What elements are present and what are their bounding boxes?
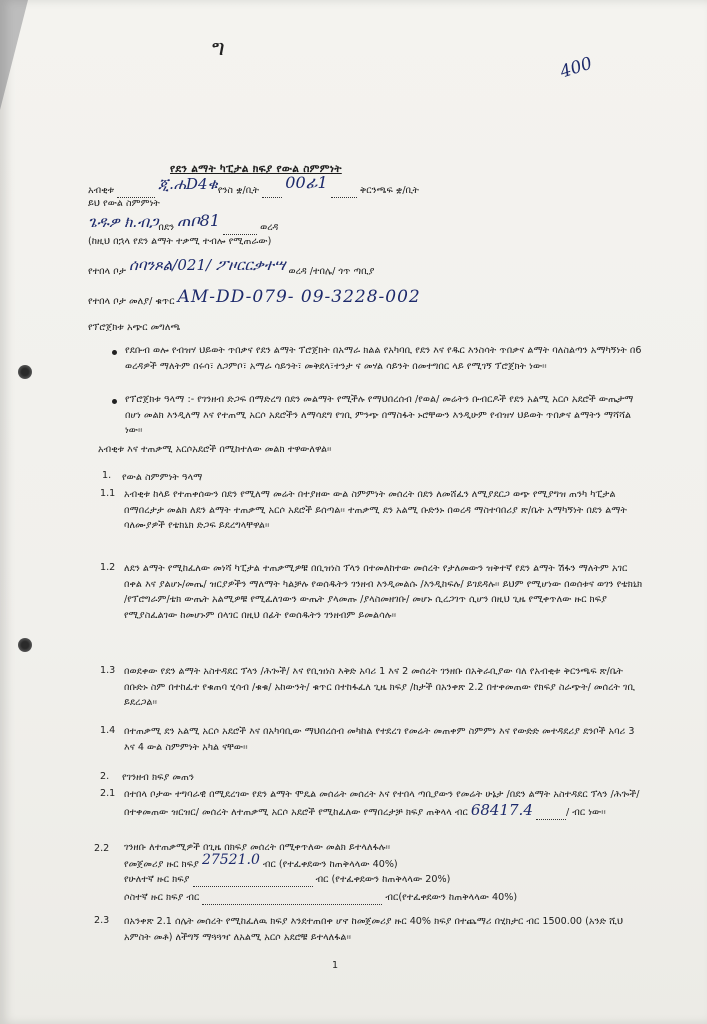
bullet-item: የፕሮጀክቱ ዓላማ :- የገንዘብ ድጋፍ በማድረግ በደን መልማት የሚችሉ የማህበረሰብ /የወል/ መሬትን ቡብርዶች የደን አልሚ አርሶ አደሮች ውጤታማ በሆነ መልክ እንዲለማ እና የተጠሚ አርሶ አደሮችን ለማሳደግ የገቢ ምንጭ በማስፋት ኑሮቸውን እንዲሁም የብዝሃ ህይወት ጥበቃና ልማትን ማሻሻል ነው፡፡ [125, 394, 634, 436]
clause-text: ለደን ልማት የሚከፈለው መነሻ ካፒታል ተጠቃሚዎቹ በቢዝነስ ፕላን በተመለከተው መሰረት የታለመውን ዝቅተኛ የደን ልማት ሽፋን ማለትም አገር በቀል እና ያልሆኑ/መጤ/ ዝርያዎችን ማለማት ካልቻሉ የወሰዱትን ገንዘብ እንዲመልሱ /እንዲከፍሉ/ ይገደዳሉ፡፡ ይህም የሚሆነው በወሰቱና ወገን የቴክኒክ /የፕሮግራም/ቴክ ውጤት አልሚዎቹ የሚፈለገውን ውጤት ያላመጡ /ያላስመዘገቡ/ መሆኑ ሲረጋገጥ ሲሆን በዚህ ጊዜ የሚቀጥለው ዙር ክፍያ የሚያስፈልገው ከመሆኑም በላገር በዚህ በፊት የወሰዱትን ገንዘብም ይመልሳሉ፡፡ [124, 563, 643, 621]
clause-text: ገንዘቡ ለተጠቃሚዎች በጊዜ በክፍያ መሰረት በሚቀጥለው መልክ ይተላለፋሉ፡፡ [124, 842, 391, 853]
punch-hole [18, 638, 32, 652]
payment-tail: ብር(የተፈቀደውን ከጠቅላላው 40%) [385, 892, 518, 903]
payment-row [124, 890, 517, 905]
agreement-statement: አብቂቱ እና ተጠቃሚ አርሶአደሮች በሚከተለው መልክ ተዋውለዋል፡፡ [98, 444, 332, 455]
handwritten-entry: AM-DD-079- 09-3228-002 [177, 287, 421, 307]
field-label: የንስ ቋ/ቢት [217, 185, 260, 196]
clause-text-part: በተበላ ቦታው ተግባራዊ በሚደረገው የደን ልማት ሞዴል መሰሬት መሰረት እና የተበላ ጣቢያውን የመሬት ሁኔታ /በደን ልማት አስተዳደር ፕላን /ሕጐች/ በተቀመጠው ዝርዝር/ መሰረት ለተጠቃሚ አርሶ አደሮች የሚከፈለው የማበረታቻ ክፍያ ጠቅላላ ብር [124, 789, 640, 818]
clause-text [124, 787, 644, 820]
payment-row [124, 852, 398, 872]
field-label: ወረዳ /ተበሌ/ ጎጥ ጣቢያ [288, 266, 375, 277]
clause-number: 1.2 [100, 562, 116, 573]
clause-number: 2.3 [94, 915, 110, 926]
section-title: የገንዘብ ክፍያ መጠን [122, 772, 195, 783]
clause-number: 2.1 [100, 788, 116, 799]
page-reference: 400 [557, 53, 595, 83]
payment-row [124, 872, 450, 887]
clause-text: በአንቀጽ 2.1 ሰሌት መሰረት የሚከፈለዉ ክፍያ እንደተጠበቀ ሆኖ ከመጀመሪያ ዙር 40% ክፍያ በተጨማሪ በሂክታር ብር 1500.00 (አንድ ሺህ አምስት መቶ) ለችግኝ ማጓጓዣ ለአልሚ አርሶ አደሮቹ ይተላለፋል፡፡ [124, 916, 624, 943]
handwritten-entry: ጂ.ሐD4ቁ [158, 175, 218, 193]
bullet-icon [112, 350, 117, 355]
field-label: በደን [158, 222, 175, 233]
field-line-5 [88, 256, 375, 279]
field-line-2: ይህ የውል ስምምነት [88, 198, 160, 209]
bullet-icon [112, 399, 117, 404]
header-mark: ግ [212, 36, 225, 61]
field-label: የተበላ ቦታ [88, 266, 126, 277]
page-fold [0, 0, 28, 110]
clause-text: በወደቀው የደን ልማት አስተዳደር ፕላን /ሕጐች/ እና የቢዝነስ እቅድ አባሪ 1 እና 2 መሰረት ገንዘቡ በአቅራቢያው ባለ የአብቂቱ ቅርንጫፍ ጽ/ቤት በቡድኑ ስም በተከፈተ የቁጠባ ሂሳብ /ቁቁ/ አከውንት/ ቁጥር በተከፋፈለ ጊዜ ክፍያ /ከታች በአንቀጽ 2.2 በተቀመጠው የክፍያ ስራጭት/ መሰረት ገቢ ይደረጋል፡፡ [124, 666, 635, 708]
section-title: የውል ስምምነት ዓላማ [122, 472, 203, 483]
handwritten-entry: 00ፊ1 [285, 173, 328, 192]
payment-tail: ብር (የተፈቀደውን ከጠቅላላው 40%) [262, 859, 398, 870]
section-number: 2. [100, 771, 110, 782]
clause-number: 1.4 [100, 725, 116, 736]
clause-number: 1.3 [100, 665, 116, 676]
field-line-4: (ከዚህ በኋላ የደን ልማት ተቃሚ ተብሎ የሚጠራው) [88, 236, 272, 247]
field-label: የተበላ ቦታ መለያ/ ቁጥር [88, 296, 175, 307]
field-label: ወረዳ [260, 222, 279, 233]
field-label: ቅርንጫፍ ቋ/ቢት [359, 185, 419, 196]
bullet-item: የደቡብ ወሎ የብዝሃ ህይወት ጥበቃና የደን ልማት ፕሮጀክት በአማራ ክልል የአካባቢ የደን እና የዱር እንስሳት ጥበቃና ልማት ባለስልጣን አማካኝነት በ6 ወረዳዎች ማለትም በሩሳ፣ ለጋምቦ፣ አማራ ሳይንት፣ መቅደላ፣ተንታ ና መሃል ሳይንት በመተግበር ላይ የሚገኝ ፕሮጀክት ነው፡፡ [125, 345, 642, 372]
clause-text-part: / ብር ነው፡፡ [565, 806, 606, 818]
handwritten-entry: ሰባንጾል/021/ ፖዞርርቃተሣ [129, 256, 286, 274]
clause-number: 1.1 [100, 488, 116, 499]
handwritten-entry: ጌዱዎ ክ.ብጋ [88, 213, 159, 231]
field-line-6 [88, 287, 421, 309]
payment-label: የሁለተኛ ዙር ክፍያ [124, 874, 190, 885]
handwritten-amount: 27521.0 [201, 852, 260, 868]
field-line-3 [88, 211, 279, 235]
payment-label: ሶስተኛ ዙር ክፍያ ብር [124, 892, 200, 903]
punch-hole [18, 365, 32, 379]
field-label: አብቂቱ [88, 185, 115, 196]
clause-number: 2.2 [94, 843, 110, 854]
clause-text: አብቂቱ ከላይ የተጠቀሰውን በደን የሚለማ መሬት በተያዘው ውል ስምምነት መሰረት በደን ለመሸፈን ለሚያደርጋ ወጭ የሚያግዝ ጠንካ ካፒታል በማበረታታ መልክ ለደን ልማት ተጠቃሚ አርሶ አደሮች ይሰጣል፡፡ ተጠቃሚ ደን አልሚ ቡድንኑ በወረዳ ማስተባበሪያ ጽ/ቤት አማካኝነት በደን ልማት ባለሙያዎች የቴክኒክ ድጋፍ ይደረግላቸዋል፡፡ [124, 489, 628, 531]
clause-text: በተጠቃሚ ደን አልሚ አርሶ አደሮች እና በአካባቢው ማህበረሰብ መካከል የተደረገ የመሬት መጠቀም ስምምነ እና የውድድ መተዳደሪያ ደንቦች አባሪ 3 እና 4 ውል ስምምነት አካል ናቸው፡፡ [124, 726, 635, 753]
page-number: 1 [332, 960, 339, 971]
payment-tail: ብር (የተፈቀደውን ከጠቅላላው 20%) [315, 874, 451, 885]
section-number: 1. [102, 470, 112, 481]
payment-label: የመጀመሪያ ዙር ክፍያ [124, 859, 199, 870]
document-title: የደን ልማት ካፒታል ክፍያ የውል ስምምነት [170, 163, 342, 175]
project-summary-heading: የፕሮጀክቱ አጭር መግለጫ [88, 322, 181, 333]
handwritten-entry: ጠቦ81 [177, 211, 220, 230]
handwritten-amount: 68417.4 [470, 800, 533, 819]
